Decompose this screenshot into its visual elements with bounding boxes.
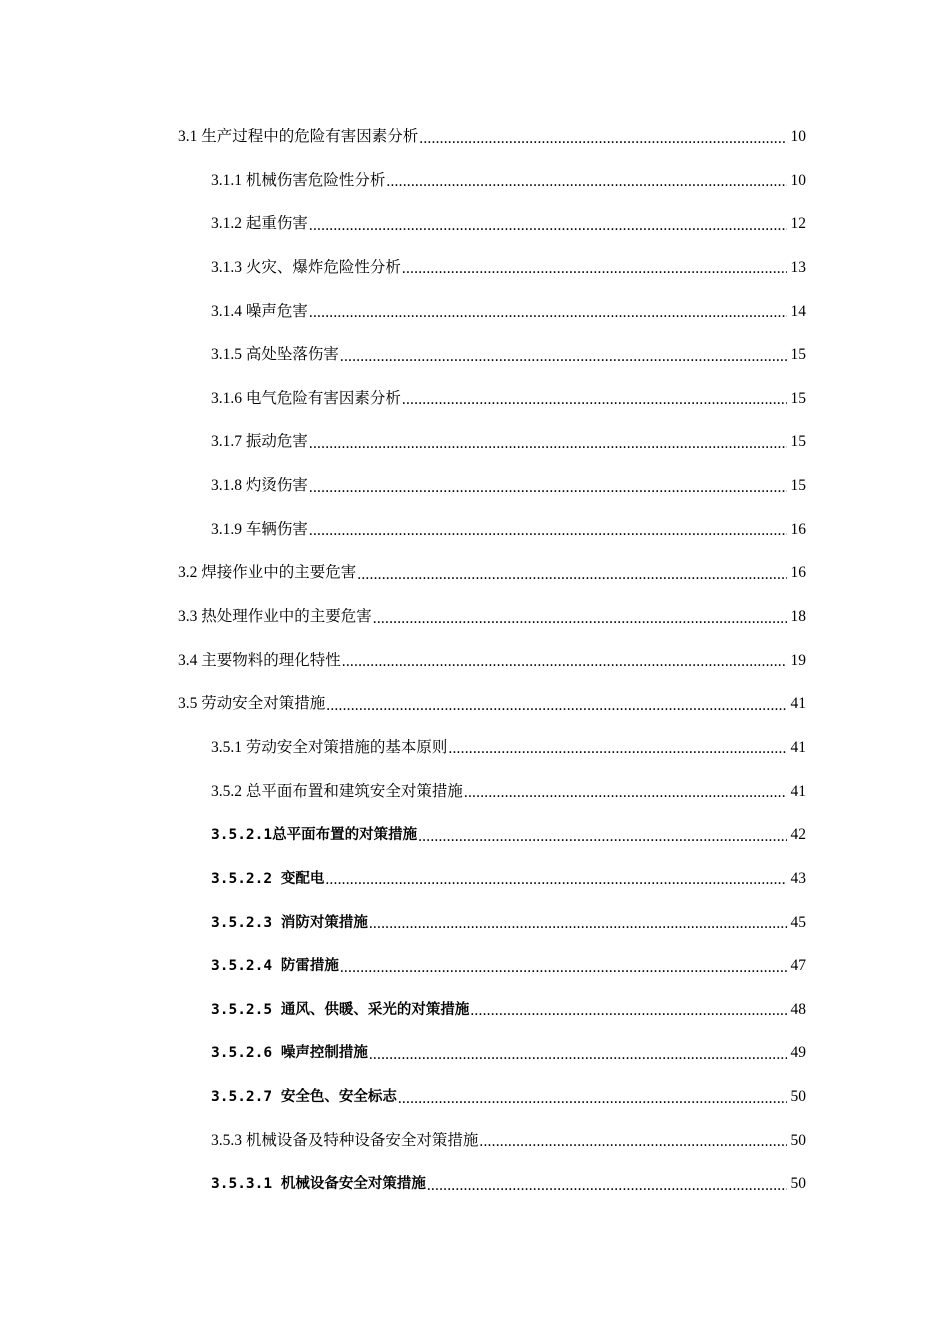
- dot-leader: [326, 691, 787, 717]
- toc-entry-label: 生产过程中的危险有害因素分析: [201, 128, 419, 145]
- toc-entry-label: 起重伤害: [245, 215, 308, 233]
- toc-entry-number: 3.1: [178, 128, 198, 145]
- toc-page-number: 50: [790, 1131, 806, 1149]
- toc-entry-label: 防雷措施: [280, 958, 339, 975]
- toc-entry-title: [211, 342, 339, 368]
- toc-entry[interactable]: [0, 429, 806, 473]
- toc-entry[interactable]: [0, 691, 806, 735]
- toc-entry[interactable]: [0, 168, 806, 212]
- toc-page-number: 16: [790, 564, 806, 582]
- dot-leader: [418, 822, 787, 848]
- dot-leader: [373, 604, 787, 630]
- toc-entry[interactable]: [0, 211, 806, 255]
- toc-entry[interactable]: [0, 1084, 806, 1128]
- toc-entry-label: 电气危险有害因素分析: [245, 389, 401, 407]
- toc-entry[interactable]: [0, 386, 806, 430]
- toc-entry-number: 3.5: [178, 695, 198, 713]
- dot-leader: [309, 517, 787, 543]
- toc-entry-number: 3.1.9: [211, 520, 242, 538]
- toc-entry-label: 劳动安全对策措施: [201, 695, 326, 713]
- toc-entry-title: [211, 211, 308, 237]
- toc-page-number: 12: [790, 215, 806, 233]
- toc-entry-number: 3.5.2.3: [211, 914, 273, 931]
- toc-entry-title: [178, 124, 418, 150]
- toc-entry-title: [211, 997, 469, 1023]
- toc-entry-label: 噪声危害: [245, 302, 308, 320]
- toc-entry-label: 车辆伤害: [245, 520, 308, 538]
- toc-entry-number: 3.5.3: [211, 1131, 242, 1149]
- toc-entry-title: [178, 648, 341, 674]
- toc-entry-number: 3.5.2.7: [211, 1089, 273, 1106]
- toc-page-number: 42: [790, 826, 806, 844]
- toc-entry-label: 高处坠落伤害: [245, 346, 339, 364]
- dot-leader: [448, 735, 787, 761]
- dot-leader: [386, 168, 787, 194]
- toc-entry-label: 变配电: [280, 870, 325, 887]
- toc-entry-number: 3.5.3.1: [211, 1176, 273, 1193]
- toc-page-number: 10: [790, 128, 806, 145]
- dot-leader: [309, 211, 787, 237]
- toc-entry-title: [211, 1171, 426, 1197]
- toc-entry-title: [211, 473, 308, 499]
- toc-entry-label: 火灾、爆炸危险性分析: [245, 258, 401, 276]
- toc-entry-title: [211, 866, 324, 892]
- toc-page-number: 15: [790, 477, 806, 495]
- toc-entry-number: 3.2: [178, 564, 198, 582]
- toc-entry[interactable]: [0, 779, 806, 823]
- toc-entry[interactable]: [0, 1128, 806, 1172]
- toc-entry-title: [211, 386, 401, 412]
- dot-leader: [470, 997, 787, 1023]
- toc-entry-label: 机械伤害危险性分析: [245, 171, 386, 189]
- toc-page-number: 48: [790, 1000, 806, 1018]
- toc-entry-label: 焊接作业中的主要危害: [201, 564, 357, 582]
- toc-entry-title: [211, 1040, 368, 1066]
- toc-page-number: 47: [790, 957, 806, 975]
- toc-entry-number: 3.5.2.2: [211, 870, 273, 887]
- toc-entry-label: 机械设备及特种设备安全对策措施: [245, 1131, 479, 1149]
- dot-leader: [340, 953, 787, 979]
- toc-entry[interactable]: [0, 953, 806, 997]
- toc-entry-title: [211, 822, 417, 848]
- dot-leader: [464, 779, 787, 805]
- dot-leader: [340, 342, 787, 368]
- toc-entry-title: [178, 691, 325, 717]
- toc-entry-label: 机械设备安全对策措施: [280, 1176, 426, 1193]
- toc-entry-number: 3.1.4: [211, 302, 242, 320]
- toc-entry[interactable]: [0, 255, 806, 299]
- toc-entry-number: 3.1.6: [211, 389, 242, 407]
- toc-entry[interactable]: [0, 822, 806, 866]
- toc-entry[interactable]: [0, 342, 806, 386]
- dot-leader: [427, 1171, 787, 1197]
- dot-leader: [309, 429, 787, 455]
- toc-entry[interactable]: [0, 473, 806, 517]
- toc-page-number: 18: [790, 608, 806, 626]
- toc-entry-number: 3.1.7: [211, 433, 242, 451]
- dot-leader: [402, 255, 787, 281]
- toc-entry-title: [211, 1128, 478, 1154]
- toc-entry[interactable]: [0, 604, 806, 648]
- toc-entry-label: 劳动安全对策措施的基本原则: [245, 738, 448, 756]
- toc-entry-label: 通风、供暖、采光的对策措施: [280, 1001, 470, 1018]
- dot-leader: [369, 1040, 787, 1066]
- toc-page-number: 50: [790, 1175, 806, 1193]
- toc-entry-number: 3.1.3: [211, 258, 242, 276]
- toc-page-number: 13: [790, 258, 806, 276]
- toc-entry[interactable]: [0, 648, 806, 692]
- toc-entry[interactable]: [0, 1171, 806, 1215]
- toc-entry-label: 主要物料的理化特性: [201, 651, 341, 669]
- toc-entry-label: 灼烫伤害: [245, 477, 308, 495]
- table-of-contents: [0, 124, 950, 1215]
- toc-entry-title: [211, 255, 401, 281]
- toc-page-number: 41: [790, 738, 806, 756]
- toc-entry-label: 噪声控制措施: [280, 1045, 368, 1062]
- toc-entry-number: 3.5.2.6: [211, 1045, 273, 1062]
- toc-page-number: 14: [790, 302, 806, 320]
- toc-entry-number: 3.1.8: [211, 477, 242, 495]
- toc-page-number: 19: [790, 651, 806, 669]
- toc-page-number: 10: [790, 171, 806, 189]
- toc-entry-title: [211, 299, 308, 325]
- toc-entry-title: [211, 168, 385, 194]
- toc-page-number: 43: [790, 869, 806, 887]
- toc-entry-label: 振动危害: [245, 433, 308, 451]
- toc-entry-title: [211, 1084, 397, 1110]
- toc-page-number: 41: [790, 782, 806, 800]
- dot-leader: [398, 1084, 787, 1110]
- toc-entry-number: 3.5.2.4: [211, 958, 273, 975]
- dot-leader: [402, 386, 787, 412]
- toc-entry-number: 3.4: [178, 651, 198, 669]
- toc-entry-number: 3.5.2: [211, 782, 242, 800]
- toc-entry-title: [178, 560, 356, 586]
- toc-entry[interactable]: [0, 517, 806, 561]
- dot-leader: [369, 910, 787, 936]
- toc-entry-title: [178, 604, 372, 630]
- toc-entry-title: [211, 517, 308, 543]
- toc-entry[interactable]: [0, 997, 806, 1041]
- dot-leader: [325, 866, 787, 892]
- toc-entry-number: 3.1.5: [211, 346, 242, 364]
- toc-page-number: 45: [790, 913, 806, 931]
- toc-entry-number: 3.1.1: [211, 171, 242, 189]
- toc-entry[interactable]: [0, 866, 806, 910]
- toc-entry-label: 消防对策措施: [280, 914, 368, 931]
- toc-entry[interactable]: [0, 1040, 806, 1084]
- toc-entry[interactable]: [0, 124, 806, 168]
- toc-entry[interactable]: [0, 910, 806, 954]
- toc-entry-label: 安全色、安全标志: [280, 1089, 397, 1106]
- dot-leader: [309, 473, 787, 499]
- toc-entry-number: 3.5.1: [211, 738, 242, 756]
- toc-entry-label: 总平面布置和建筑安全对策措施: [245, 782, 463, 800]
- toc-page-number: 15: [790, 433, 806, 451]
- toc-page-number: 15: [790, 389, 806, 407]
- toc-page-number: 41: [790, 695, 806, 713]
- toc-entry-number: 3.5.2.5: [211, 1001, 273, 1018]
- toc-page-number: 50: [790, 1088, 806, 1106]
- toc-entry-title: [211, 953, 339, 979]
- toc-entry[interactable]: [0, 735, 806, 779]
- toc-entry-title: [211, 910, 368, 936]
- toc-entry-label: 总平面布置的对策措施: [272, 827, 418, 844]
- toc-entry-number: 3.1.2: [211, 215, 242, 233]
- dot-leader: [309, 299, 787, 325]
- toc-entry-number: 3.5.2.1: [211, 827, 273, 844]
- toc-entry-number: 3.3: [178, 608, 198, 626]
- toc-entry-title: [211, 779, 463, 805]
- toc-entry-label: 热处理作业中的主要危害: [201, 608, 372, 626]
- toc-page-number: 49: [790, 1044, 806, 1062]
- toc-entry[interactable]: [0, 299, 806, 343]
- dot-leader: [479, 1128, 787, 1154]
- toc-entry-title: [211, 735, 447, 761]
- toc-entry-title: [211, 429, 308, 455]
- toc-page-number: 15: [790, 346, 806, 364]
- dot-leader: [357, 560, 787, 586]
- toc-entry[interactable]: [0, 560, 806, 604]
- dot-leader: [342, 648, 787, 674]
- dot-leader: [419, 124, 787, 150]
- toc-page-number: 16: [790, 520, 806, 538]
